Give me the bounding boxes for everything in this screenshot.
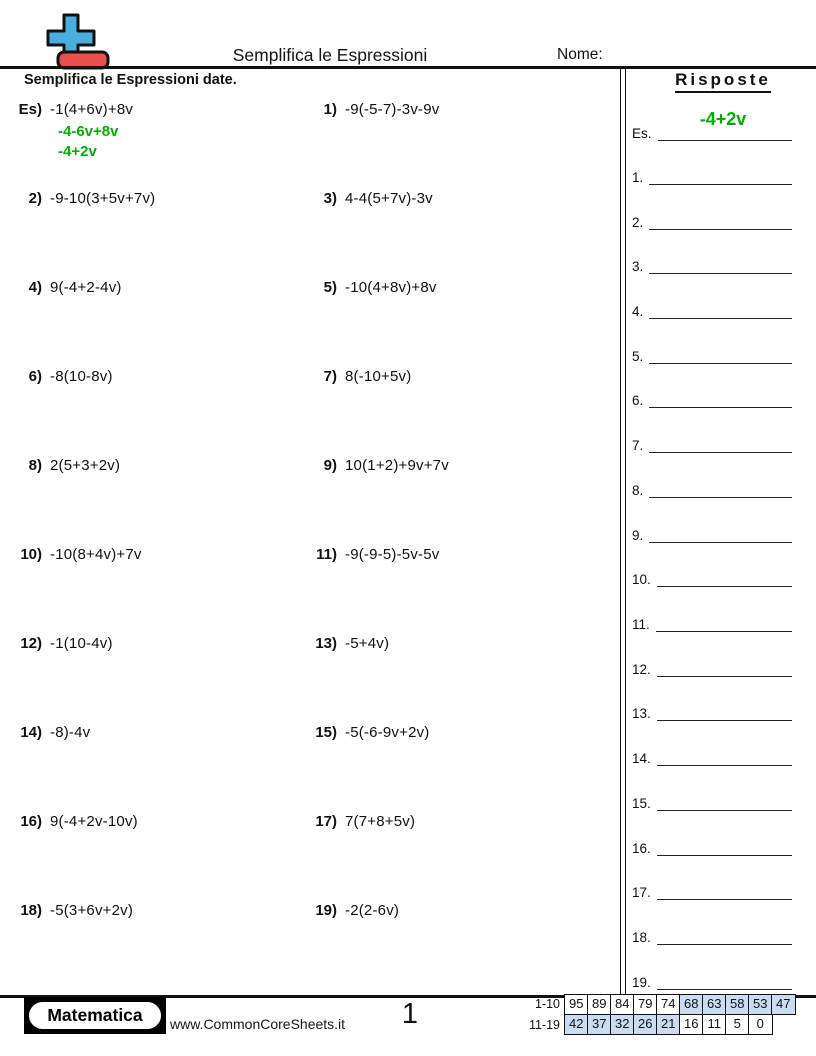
- answer-number: 6.: [632, 393, 644, 408]
- answer-number: 3.: [632, 259, 644, 274]
- score-row-1: [564, 994, 796, 1015]
- score-cell: 26: [633, 1014, 658, 1035]
- problem-number: 19): [315, 902, 337, 919]
- answer-row-9: [632, 525, 792, 543]
- problem-1: [295, 101, 439, 118]
- example-worked-solution: [58, 122, 118, 161]
- problem-7: [295, 368, 411, 385]
- answer-number: 17.: [632, 885, 651, 900]
- problem-2: [0, 190, 155, 207]
- answer-number: 13.: [632, 706, 651, 721]
- answer-row-11: [632, 614, 792, 632]
- score-cell: 79: [633, 994, 658, 1015]
- score-cell: 0: [748, 1014, 773, 1035]
- answer-row-18: [632, 927, 792, 945]
- answer-row-3: [632, 256, 792, 274]
- problem-13: [295, 635, 389, 652]
- problem-number: 6): [28, 368, 42, 385]
- problem-number: 16): [20, 813, 42, 830]
- answer-row-5: [632, 346, 792, 364]
- answer-row-12: [632, 659, 792, 677]
- problem-expression: -9-10(3+5v+7v): [50, 190, 156, 207]
- answer-blank-line[interactable]: [657, 944, 792, 945]
- score-cell: 16: [679, 1014, 704, 1035]
- answer-row-7: [632, 435, 792, 453]
- problem-number: Es): [18, 101, 42, 118]
- answer-blank-line[interactable]: [657, 899, 792, 900]
- problem-number: 10): [20, 546, 42, 563]
- answer-blank-line[interactable]: [657, 810, 792, 811]
- problem-expression: -2(2-6v): [345, 902, 400, 919]
- problem-number: 4): [28, 279, 42, 296]
- problem-expression: -10(8+4v)+7v: [50, 546, 142, 563]
- problem-es: [0, 101, 133, 118]
- score-cell: 95: [564, 994, 589, 1015]
- instruction-text: Semplifica le Espressioni date.: [24, 72, 237, 88]
- problem-19: [295, 902, 399, 919]
- answer-number: 11.: [632, 617, 650, 632]
- problem-number: 8): [28, 457, 42, 474]
- answer-row-14: [632, 748, 792, 766]
- score-cell: 74: [656, 994, 681, 1015]
- problem-expression: 9(-4+2-4v): [50, 279, 122, 296]
- answer-row-17: [632, 882, 792, 900]
- problem-12: [0, 635, 113, 652]
- answer-blank-line[interactable]: [649, 318, 792, 319]
- answer-number: 5.: [632, 349, 644, 364]
- answer-number: 19.: [632, 975, 651, 990]
- problem-expression: 2(5+3+2v): [50, 457, 121, 474]
- answer-blank-line[interactable]: [649, 407, 792, 408]
- score-cell: 11: [702, 1014, 727, 1035]
- answer-number: 2.: [632, 215, 644, 230]
- score-cell: 84: [610, 994, 635, 1015]
- problem-number: 11): [316, 546, 337, 563]
- score-cell: 21: [656, 1014, 681, 1035]
- problem-9: [295, 457, 449, 474]
- work-line: -4+2v: [58, 142, 97, 160]
- problem-17: [295, 813, 415, 830]
- score-cell: 68: [679, 994, 704, 1015]
- answer-blank-line[interactable]: [657, 765, 792, 766]
- answer-row-10: [632, 569, 792, 587]
- answers-heading: Risposte: [630, 70, 816, 93]
- problem-expression: 4-4(5+7v)-3v: [345, 190, 433, 207]
- problem-14: [0, 724, 90, 741]
- problem-expression: -5(3+6v+2v): [50, 902, 134, 919]
- problem-expression: 8(-10+5v): [345, 368, 412, 385]
- problem-number: 17): [315, 813, 337, 830]
- answer-blank-line[interactable]: [657, 720, 792, 721]
- answer-number: 10.: [632, 572, 651, 587]
- problem-4: [0, 279, 122, 296]
- answer-blank-line[interactable]: [657, 989, 792, 990]
- problem-number: 14): [20, 724, 42, 741]
- problem-number: 7): [323, 368, 337, 385]
- score-cell: 32: [610, 1014, 635, 1035]
- score-cell: 58: [725, 994, 750, 1015]
- problem-number: 15): [315, 724, 337, 741]
- answer-row-4: [632, 301, 792, 319]
- page-title: Semplifica le Espressioni: [232, 45, 428, 65]
- problem-6: [0, 368, 113, 385]
- answer-blank-line[interactable]: [649, 229, 792, 230]
- problem-number: 18): [20, 902, 42, 919]
- problem-10: [0, 546, 142, 563]
- problem-number: 2): [28, 190, 42, 207]
- answer-row-15: [632, 793, 792, 811]
- answer-row-1: [632, 167, 792, 185]
- problem-expression: -8)-4v: [50, 724, 91, 741]
- answer-row-19: [632, 972, 792, 990]
- work-line: -4-6v+8v: [58, 123, 119, 140]
- answer-number: 14.: [632, 751, 651, 766]
- header-divider: [0, 66, 816, 69]
- score-cell: 5: [725, 1014, 750, 1035]
- problem-3: [295, 190, 433, 207]
- answer-row-16: [632, 838, 792, 856]
- answer-blank-line[interactable]: [657, 855, 792, 856]
- problem-expression: -9(-5-7)-3v-9v: [345, 101, 440, 118]
- score-cell: 42: [564, 1014, 589, 1035]
- answer-number: 4.: [632, 304, 644, 319]
- problem-number: 1): [323, 101, 337, 118]
- problem-8: [0, 457, 120, 474]
- problem-expression: -8(10-8v): [50, 368, 113, 385]
- answer-blank-line[interactable]: [656, 631, 792, 632]
- answer-number: 8.: [632, 483, 644, 498]
- badge-label: Matematica: [27, 1000, 163, 1031]
- problem-expression: -9(-9-5)-5v-5v: [345, 546, 440, 563]
- score-cell: 37: [587, 1014, 612, 1035]
- problem-expression: -1(10-4v): [50, 635, 113, 652]
- answer-blank-line[interactable]: [649, 363, 792, 364]
- score-cell: 63: [702, 994, 727, 1015]
- answer-number: 15.: [632, 796, 651, 811]
- answer-blank-line[interactable]: [657, 586, 792, 587]
- answer-number: 18.: [632, 930, 651, 945]
- problem-number: 5): [323, 279, 337, 296]
- problem-expression: 10(1+2)+9v+7v: [345, 457, 449, 474]
- score-row-2: [564, 1014, 796, 1035]
- answer-blank-line[interactable]: [649, 452, 792, 453]
- example-answer: -4+2v: [699, 109, 747, 129]
- problem-expression: -5+4v): [345, 635, 390, 652]
- problem-expression: -1(4+6v)+8v: [50, 101, 134, 118]
- answer-number: 16.: [632, 841, 651, 856]
- problem-expression: -10(4+8v)+8v: [345, 279, 437, 296]
- answer-row-2: [632, 212, 792, 230]
- answer-blank-line[interactable]: [649, 542, 792, 543]
- answer-number: 1.: [632, 170, 644, 185]
- answer-number: 12.: [632, 662, 651, 677]
- answer-row-13: [632, 703, 792, 721]
- score-cell: 53: [748, 994, 773, 1015]
- problem-number: 12): [20, 635, 42, 652]
- problem-11: [295, 546, 439, 563]
- answer-blank-line[interactable]: [649, 497, 792, 498]
- problem-15: [295, 724, 430, 741]
- answer-number: 7.: [632, 438, 644, 453]
- problem-expression: 7(7+8+5v): [345, 813, 416, 830]
- website-link[interactable]: www.CommonCoreSheets.it: [170, 1016, 346, 1032]
- page-number: 1: [401, 998, 419, 1030]
- problem-number: 9): [323, 457, 337, 474]
- grading-score-table: [564, 994, 796, 1035]
- answer-blank-line[interactable]: [649, 273, 792, 274]
- score-range-label-1: 1-10: [534, 997, 560, 1011]
- answer-blank-line[interactable]: [649, 184, 792, 185]
- problem-5: [295, 279, 437, 296]
- problem-18: [0, 902, 133, 919]
- name-label: Nome:: [557, 46, 603, 63]
- answer-number: Es.: [632, 126, 652, 141]
- problem-number: 13): [315, 635, 337, 652]
- score-cell: 89: [587, 994, 612, 1015]
- answer-number: 9.: [632, 528, 644, 543]
- score-range-label-2: 11-19: [528, 1018, 560, 1032]
- problem-16: [0, 813, 138, 830]
- answer-row-6: [632, 390, 792, 408]
- problem-expression: 9(-4+2v-10v): [50, 813, 138, 830]
- matematica-badge: [24, 997, 166, 1034]
- problem-expression: -5(-6-9v+2v): [345, 724, 430, 741]
- score-cell: 47: [771, 994, 796, 1015]
- answer-blank-line[interactable]: [658, 140, 792, 141]
- problem-number: 3): [323, 190, 337, 207]
- column-divider: [620, 69, 626, 995]
- answer-row-8: [632, 480, 792, 498]
- answer-blank-line[interactable]: [657, 676, 792, 677]
